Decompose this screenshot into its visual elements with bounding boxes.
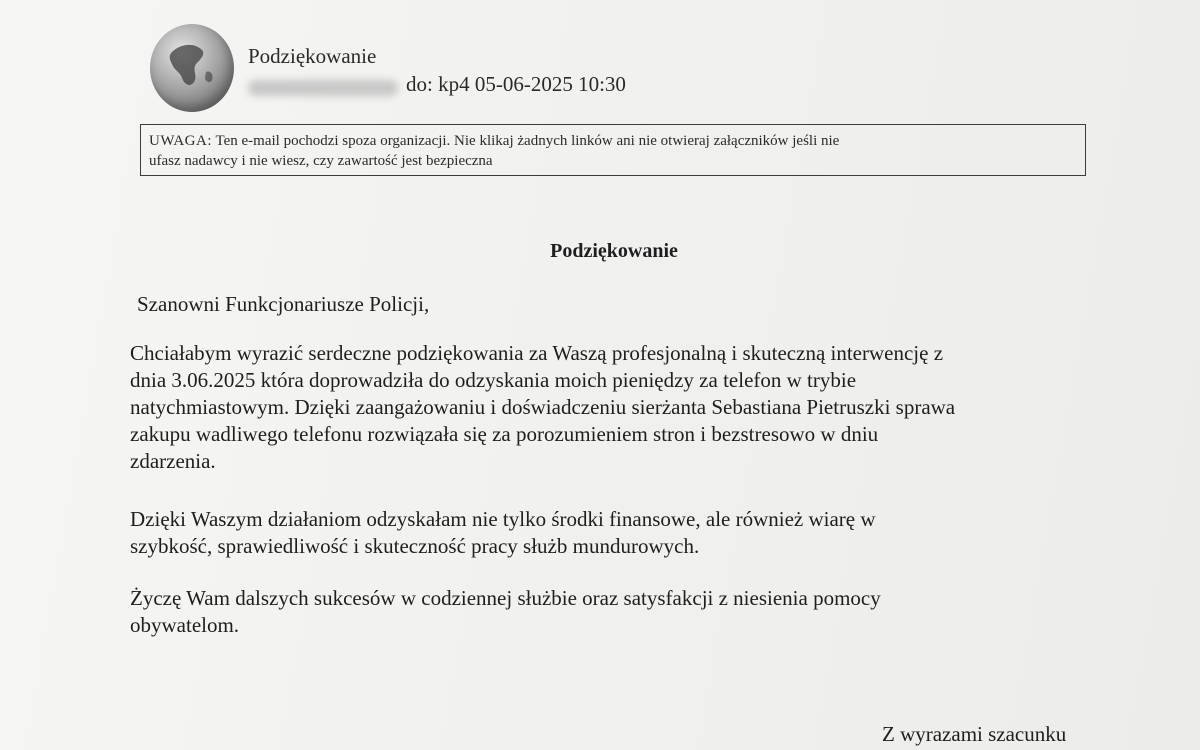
letter-title: Podziękowanie <box>550 240 678 262</box>
globe-avatar-icon <box>150 24 234 112</box>
warning-line-1 <box>149 131 1077 151</box>
email-subject: Podziękowanie <box>248 44 377 68</box>
paragraph-line: Dzięki Waszym działaniom odzyskałam nie tylko środki finansowe, ale również wiarę w <box>130 507 876 531</box>
letter-closing: Z wyrazami szacunku <box>882 722 1067 746</box>
paragraph-line: zdarzenia. <box>130 449 216 473</box>
letter-paragraph-2 <box>130 506 1030 560</box>
external-email-warning <box>140 124 1086 176</box>
letter-paragraph-3 <box>130 585 1050 639</box>
email-recipient-date: do: kp4 05-06-2025 10:30 <box>406 72 626 96</box>
paragraph-line: natychmiastowym. Dzięki zaangażowaniu i doświadczeniu sierżanta Sebastiana Pietruszki sprawa <box>130 395 956 419</box>
warning-line-2: ufasz nadawcy i nie wiesz, czy zawartość jest bezpieczna <box>149 153 493 169</box>
paragraph-line: szybkość, sprawiedliwość i skuteczność pracy służb mundurowych. <box>130 534 700 558</box>
paragraph-line: dnia 3.06.2025 która doprowadziła do odzyskania moich pieniędzy za telefon w trybie <box>130 368 857 392</box>
paragraph-line: obywatelom. <box>130 613 240 637</box>
warning-text-1: Ten e-mail pochodzi spoza organizacji. Nie klikaj żadnych linków ani nie otwieraj załączników jeśli nie <box>212 133 840 149</box>
letter-paragraph-1 <box>130 340 1120 475</box>
letter-salutation: Szanowni Funkcjonariusze Policji, <box>137 292 430 316</box>
paragraph-line: Chciałabym wyrazić serdeczne podziękowania za Waszą profesjonalną i skuteczną interwencję z <box>130 341 944 365</box>
paragraph-line: zakupu wadliwego telefonu rozwiązała się za porozumieniem stron i bezstresowo w dniu <box>130 422 879 446</box>
redacted-sender <box>248 80 398 96</box>
warning-label: UWAGA: <box>149 133 212 149</box>
paragraph-line: Życzę Wam dalszych sukcesów w codziennej służbie oraz satysfakcji z niesienia pomocy <box>130 586 881 610</box>
